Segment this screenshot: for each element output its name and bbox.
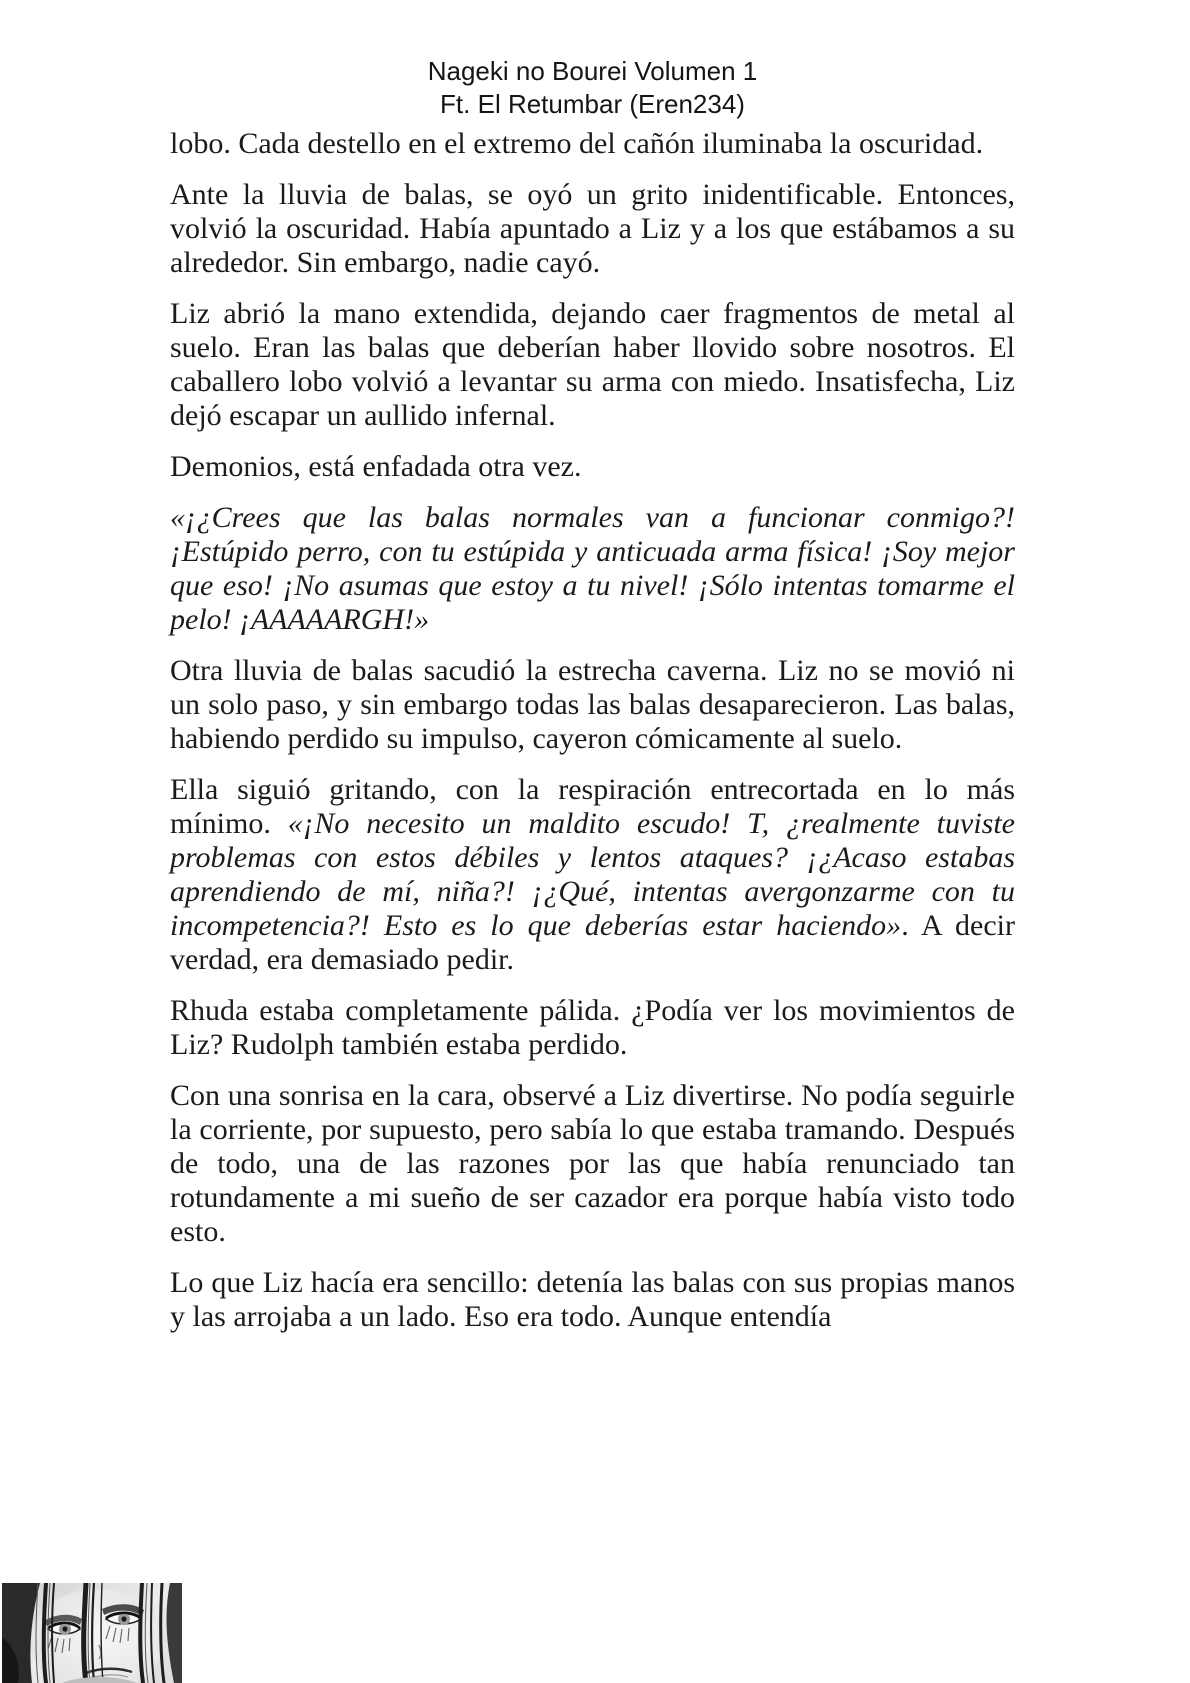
text-run: Ante la lluvia de balas, se oyó un grito inidentificable. Entonces, volvió la oscuridad. Había apuntado a Liz y a los que estábamos a su alrededor. Sin embargo, nadie cayó.: [170, 178, 1015, 279]
text-run: Rhuda estaba completamente pálida. ¿Podía ver los movimientos de Liz? Rudolph también estaba perdido.: [170, 994, 1015, 1061]
italic-run: «¡¿Crees que las balas normales van a funcionar conmigo?! ¡Estúpido perro, con tu estúpida y anticuada arma física! ¡Soy mejor que eso! ¡No asumas que estoy a tu nivel! ¡Sólo intentas tomarme el pelo! ¡AAAAARGH!»: [170, 501, 1015, 636]
text-run: Lo que Liz hacía era sencillo: detenía las balas con sus propias manos y las arrojaba a un lado. Eso era todo. Aunque entendía: [170, 1266, 1015, 1333]
text-run: Demonios, está enfadada otra vez.: [170, 450, 582, 483]
paragraph: [170, 994, 1015, 1062]
text-run: Ella siguió gritando, con la respiración entrecortada en lo más mínimo.: [170, 773, 1015, 840]
paragraph: [170, 1266, 1015, 1334]
paragraph: [170, 654, 1015, 756]
paragraph: [170, 501, 1015, 637]
footer-illustration: [2, 1583, 182, 1683]
document-subtitle: Ft. El Retumbar (Eren234): [440, 89, 745, 119]
paragraph: [170, 773, 1015, 977]
manga-face-icon: [2, 1583, 182, 1683]
text-run: Con una sonrisa en la cara, observé a Liz divertirse. No podía seguirle la corriente, por supuesto, pero sabía lo que estaba tramando. Después de todo, una de las razones por las que había renunciado tan rotundamente a mi sueño de ser cazador era porque había visto todo esto.: [170, 1079, 1015, 1248]
text-run: lobo. Cada destello en el extremo del cañón iluminaba la oscuridad.: [170, 127, 984, 160]
document-title: Nageki no Bourei Volumen 1: [427, 56, 758, 86]
paragraph: [170, 450, 1015, 484]
page-header: [170, 55, 1015, 121]
text-run: . A decir verdad, era demasiado pedir.: [170, 909, 1015, 976]
italic-run: «¡No necesito un maldito escudo! T, ¿realmente tuviste problemas con estos débiles y lentos ataques? ¡¿Acaso estabas aprendiendo de mí, niña?! ¡¿Qué, intentas avergonzarme con tu incompetencia?! Esto es lo que deberías estar haciendo»: [170, 807, 1015, 942]
paragraph: [170, 178, 1015, 280]
text-run: Otra lluvia de balas sacudió la estrecha caverna. Liz no se movió ni un solo paso, y sin embargo todas las balas desaparecieron. Las balas, habiendo perdido su impulso, cayeron cómicamente al suelo.: [170, 654, 1015, 755]
paragraph: [170, 297, 1015, 433]
paragraph: [170, 127, 1015, 161]
text-run: Liz abrió la mano extendida, dejando caer fragmentos de metal al suelo. Eran las balas que deberían haber llovido sobre nosotros. El caballero lobo volvió a levantar su arma con miedo. Insatisfecha, Liz dejó escapar un aullido infernal.: [170, 297, 1015, 432]
paragraph: [170, 1079, 1015, 1249]
document-body: [170, 127, 1015, 1334]
